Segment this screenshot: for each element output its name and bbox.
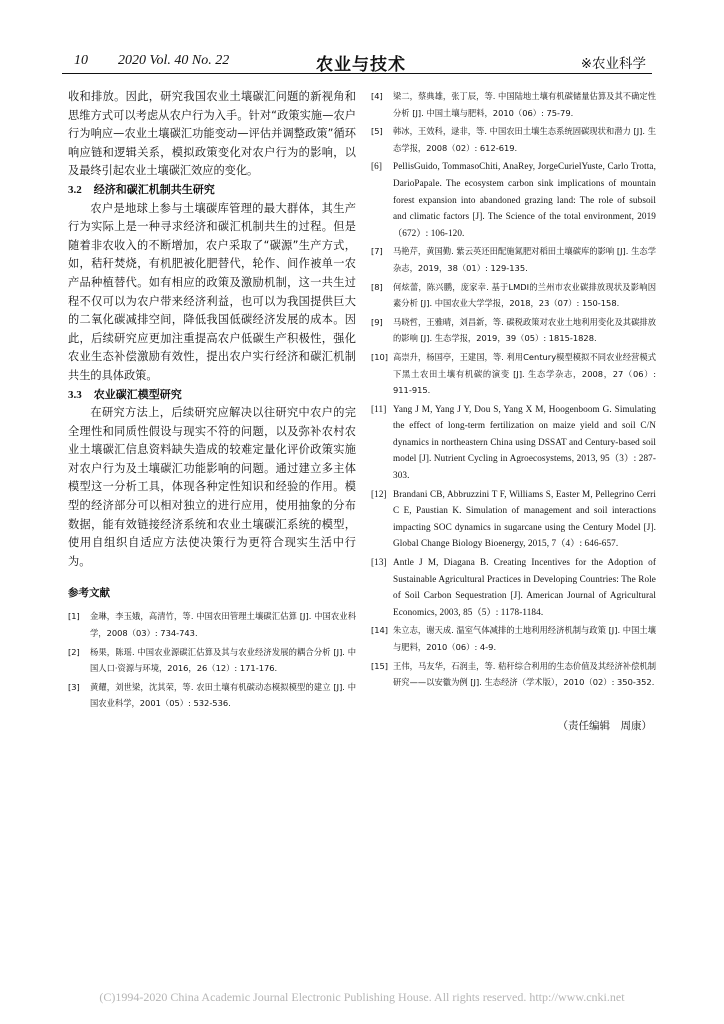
section-number: 3.3 <box>68 388 82 401</box>
reference-text: 何炫蕾，陈兴鹏，庞家幸. 基于LMDI的兰州市农业碳排放现状及影响因素分析 [J]. 中国农业大学学报，2018，23（07）: 150-158. <box>393 281 656 309</box>
reference-number: [8] <box>371 281 383 292</box>
header-rule <box>62 73 652 74</box>
editor-note: （责任编辑 周康） <box>557 720 652 732</box>
reference-item <box>371 401 656 484</box>
reference-item <box>371 314 656 347</box>
reference-item <box>371 554 656 620</box>
reference-item <box>371 349 656 399</box>
reference-number: [12] <box>371 488 387 499</box>
page-number: 10 <box>74 53 88 68</box>
section-label: ※农业科学 <box>580 56 646 72</box>
reference-number: [1] <box>68 611 80 622</box>
reference-item <box>371 279 656 312</box>
reference-list-left <box>68 608 356 712</box>
reference-number: [14] <box>371 625 389 636</box>
reference-item <box>371 658 656 691</box>
volume-info: 2020 Vol. 40 No. 22 <box>118 53 230 68</box>
reference-text: 梁二，蔡典雄，张丁辰，等. 中国陆地土壤有机碳储量估算及其不确定性分析 [J]. 中国土壤与肥料，2010（06）: 75-79. <box>393 91 656 118</box>
reference-number: [6] <box>371 161 383 172</box>
reference-text: 高崇升，杨国亭，王建国，等. 利用Century模型模拟不同农业经营模式下黑土农田土壤有机碳的演变 [J]. 生态学杂志，2008，27（06）: 911-915. <box>393 351 656 396</box>
reference-item <box>68 644 356 677</box>
reference-number: [7] <box>371 246 383 257</box>
reference-item <box>371 88 656 121</box>
reference-item <box>68 608 356 641</box>
section-heading-3-2 <box>68 181 356 200</box>
page-header <box>62 52 652 75</box>
journal-title: 农业与技术 <box>316 55 406 75</box>
reference-text: 王伟，马友华，石润圭，等. 秸秆综合利用的生态价值及其经济补偿机制研究——以安徽为例 [J]. 生态经济（学术版），2010（02）: 350-352. <box>393 660 656 688</box>
reference-number: [13] <box>371 557 387 568</box>
reference-list-right <box>371 88 656 691</box>
section-title: 农业碳汇模型研究 <box>93 387 182 401</box>
paragraph-3-2: 农户是地球上参与土壤碳库管理的最大群体，其生产行为实际上是一种寻求经济和碳汇机制共生的过程。但是随着非农收入的不断增加，农户采取了“碳源”生产方式，如，秸秆焚烧，有机肥被化肥替代，轮作、间作被单一农产品种植替代。如有相应的政策及激励机制，这一共生过程不仅可以为农户带来经济利益，也可以为我国提供巨大的二氧化碳减排空间，降低我国低碳经济发展的成本。因此，后续研究应更加注重提高农户低碳生产积极性，强化农业生态补偿激励有效性，提出农户实行经济和碳汇机制共生的具体政策。 <box>68 201 356 382</box>
reference-text: PellisGuido, TommasoChiti, AnaRey, JorgeCurielYuste, Carlo Trotta, DarioPapale. The ecosystem carbon sink implications of mountain forest expansion into abandoned grazing land: The role of subsoil and climatic factors [J]. The Science of the total environment, 2019（672）: 106-120. <box>393 161 656 238</box>
reference-item <box>371 123 656 156</box>
reference-text: 金琳，李玉娥，高清竹，等. 中国农田管理土壤碳汇估算 [J]. 中国农业科学，2008（03）: 734-743. <box>90 611 356 639</box>
section-number: 3.2 <box>68 183 82 196</box>
reference-number: [5] <box>371 126 383 137</box>
reference-number: [3] <box>68 681 80 692</box>
reference-text: 朱立志，谢天成. 温室气体减排的土地利用经济机制与政策 [J]. 中国土壤与肥料，2010（06）: 4-9. <box>393 625 656 652</box>
reference-number: [15] <box>371 660 389 671</box>
copyright-footer: (C)1994-2020 China Academic Journal Electronic Publishing House. All rights reserved. http://www.cnki.net <box>99 990 625 1004</box>
reference-text: 马艳芹，黄国勤. 紫云英还田配施氮肥对稻田土壤碳库的影响 [J]. 生态学杂志，2019，38（01）: 129-135. <box>393 246 656 273</box>
reference-text: 杨果，陈瑶. 中国农业源碳汇估算及其与农业经济发展的耦合分析 [J]. 中国人口·资源与环境，2016，26（12）: 171-176. <box>90 646 356 674</box>
reference-text: 马晓哲，王雅晴，刘昌新，等. 碳税政策对农业土地利用变化及其碳排放的影响 [J]. 生态学报，2019，39（05）: 1815-1828. <box>393 316 656 344</box>
reference-number: [2] <box>68 646 80 657</box>
reference-text: Antle J M, Diagana B. Creating Incentives for the Adoption of Sustainable Agricultural Practices in Developing Countries: The Role of Soil Carbon Sequestration [J]. American Journal of Agricultural Economics, 2003, 85（5）: 1178-1184. <box>393 557 656 617</box>
left-column <box>68 88 356 714</box>
reference-number: [11] <box>371 403 387 414</box>
reference-text: Yang J M, Yang J Y, Dou S, Yang X M, Hoogenboom G. Simulating the effect of long-term fertilization on maize yield and soil C/N dynamics in northeastern China using DSSAT and Century-based soil model [J]. Nutrient Cycling in Agroecosystems, 2013, 95（3）: 287-303. <box>393 403 656 481</box>
reference-text: 黄耀，刘世梁，沈其荣，等. 农田土壤有机碳动态模拟模型的建立 [J]. 中国农业科学，2001（05）: 532-536. <box>90 681 356 709</box>
reference-text: 韩冰，王效科，逯非，等. 中国农田土壤生态系统固碳现状和潜力 [J]. 生态学报，2008（02）: 612-619. <box>393 126 656 153</box>
section-title: 经济和碳汇机制共生研究 <box>93 182 215 196</box>
paragraph-3-3: 在研究方法上，后续研究应解决以往研究中农户的完全理性和同质性假设与现实不符的问题，以及弥补农村农业土壤碳汇信息资料缺失造成的较难定量化评价政策实施对农户行为及土壤碳汇功能影响的问题。通过建立多主体模型这一分析工具，体现各种定性知识和经验的作用。模型的经济部分可以相对独立的进行应用，使用抽象的分布数据，能有效链接经济系统和农业土壤碳汇系统的模型，使用自组织自适应方法使决策行为更符合现实生活中行为。 <box>68 406 356 568</box>
section-heading-3-3 <box>68 386 356 405</box>
reference-item <box>371 622 656 655</box>
reference-number: [4] <box>371 91 383 101</box>
reference-item <box>371 158 656 241</box>
reference-item <box>371 243 656 276</box>
reference-number: [10] <box>371 351 389 362</box>
intro-paragraph: 收和排放。因此，研究我国农业土壤碳汇问题的新视角和思维方式可以考虑从农户行为入手。针对“政策实施—农户行为响应—农业土壤碳汇功能变动—评估并调整政策”循环响应链和逻辑关系，模拟政策变化对农户行为的影响，以及最终引起农业土壤碳汇效应的变化。 <box>68 90 356 178</box>
references-heading: 参考文献 <box>68 587 110 600</box>
reference-text: Brandani CB, Abbruzzini T F, Williams S, Easter M, Pellegrino Cerri C E, Paustian K. Simulation of management and soil interactions impacting SOC dynamics in sugarcane using the Century Model [J]. Global Change Biology Bioenergy, 2015, 7（4）: 646-657. <box>393 488 656 549</box>
right-column <box>371 88 656 693</box>
reference-number: [9] <box>371 316 383 327</box>
reference-item <box>371 486 656 552</box>
reference-item <box>68 679 356 712</box>
